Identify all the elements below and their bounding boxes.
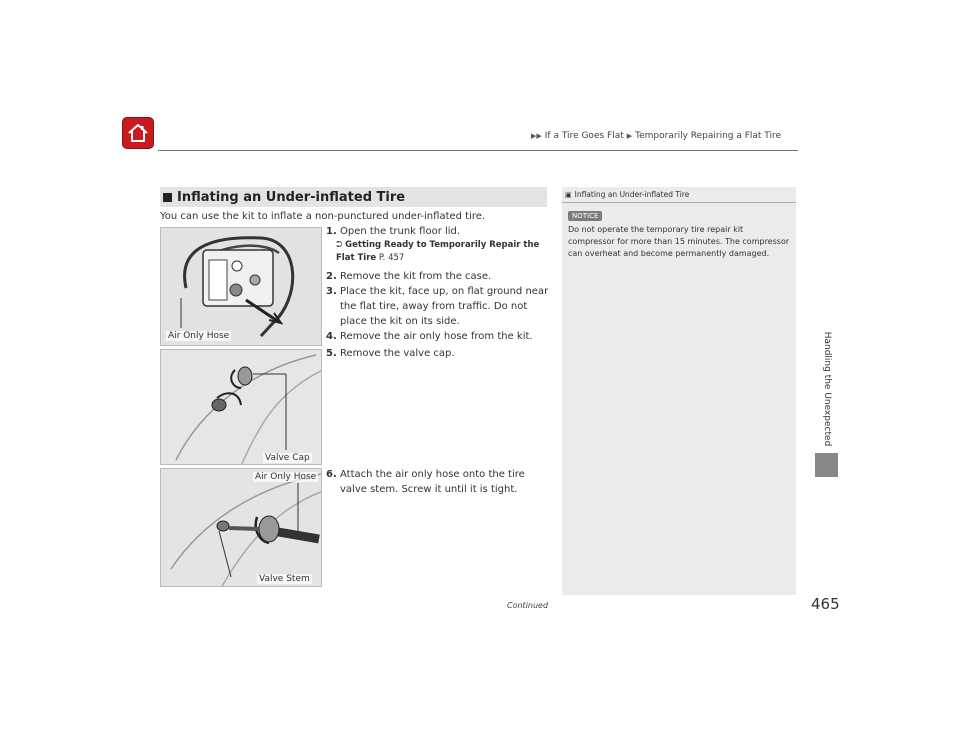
- figure-label-air-only-hose: Air Only Hose: [168, 331, 230, 341]
- step-text: Attach the air only hose onto the tire valve stem. Screw it until it is tight.: [340, 469, 525, 495]
- figure-valve-stem: [160, 468, 322, 587]
- continued-label: Continued: [507, 601, 549, 610]
- step-text: Remove the kit from the case.: [340, 271, 492, 282]
- chapter-tab-marker: [815, 453, 838, 477]
- repair-kit-illustration: [161, 228, 322, 346]
- chapter-tab[interactable]: [815, 329, 838, 449]
- cross-reference-page: P. 457: [378, 253, 405, 263]
- home-button[interactable]: [122, 117, 154, 149]
- chapter-tab-label: Handling the Unexpected: [821, 331, 832, 447]
- note-heading: [565, 190, 796, 199]
- breadcrumb-current: Temporarily Repairing a Flat Tire: [635, 131, 782, 141]
- cross-reference[interactable]: [336, 239, 550, 265]
- header-divider: [158, 150, 798, 151]
- step-1: [326, 224, 550, 239]
- valve-stem-illustration: [161, 469, 322, 587]
- steps-group-1: [326, 224, 550, 344]
- figure-repair-kit: [160, 227, 322, 346]
- page-number: 465: [811, 595, 840, 613]
- figure-label-valve-stem: Valve Stem: [259, 574, 310, 584]
- notes-sidebar: [562, 187, 796, 595]
- step-text: Remove the air only hose from the kit.: [340, 331, 533, 342]
- breadcrumb-link-flat-tire[interactable]: If a Tire Goes Flat: [544, 131, 624, 141]
- notice-badge: NOTICE: [568, 211, 602, 221]
- step-number: 2.: [326, 271, 337, 282]
- home-icon: [127, 123, 149, 143]
- step-2: [326, 269, 550, 284]
- cross-reference-title: Getting Ready to Temporarily Repair the Flat Tire: [336, 240, 540, 263]
- step-text: Remove the valve cap.: [340, 348, 455, 359]
- cross-reference-icon: ⮊: [336, 240, 343, 250]
- step-text: Place the kit, face up, on flat ground near the flat tire, away from traffic. Do not place the kit on its side.: [340, 286, 549, 327]
- step-6: [326, 467, 550, 497]
- step-number: 6.: [326, 469, 337, 480]
- step-number: 3.: [326, 286, 337, 297]
- section-title: Inflating an Under-inflated Tire: [177, 189, 406, 205]
- section-heading: [160, 187, 547, 207]
- figure-valve-cap: [160, 349, 322, 465]
- note-divider: [562, 202, 796, 203]
- figure-label-valve-cap: Valve Cap: [265, 453, 310, 463]
- step-5: [326, 346, 550, 361]
- section-intro: You can use the kit to inflate a non-punctured under-inflated tire.: [160, 211, 486, 222]
- figure-label-air-only-hose-2: Air Only Hose: [255, 472, 317, 482]
- breadcrumb-arrow-icon: ▶▶: [531, 132, 542, 140]
- step-text: Open the trunk floor lid.: [340, 226, 461, 237]
- breadcrumb: [531, 131, 781, 141]
- valve-cap-illustration: [161, 350, 322, 465]
- step-number: 1.: [326, 226, 337, 237]
- step-number: 5.: [326, 348, 337, 359]
- note-marker-icon: ▣: [565, 190, 572, 199]
- square-bullet-icon: [163, 193, 172, 202]
- note-text: Do not operate the temporary tire repair kit compressor for more than 15 minutes. The compressor can overheat and become permanently damaged.: [568, 225, 790, 258]
- note-heading-text: Inflating an Under-inflated Tire: [574, 190, 690, 199]
- step-4: [326, 329, 550, 344]
- step-3: [326, 284, 550, 329]
- step-number: 4.: [326, 331, 337, 342]
- breadcrumb-arrow-icon: ▶: [626, 132, 633, 140]
